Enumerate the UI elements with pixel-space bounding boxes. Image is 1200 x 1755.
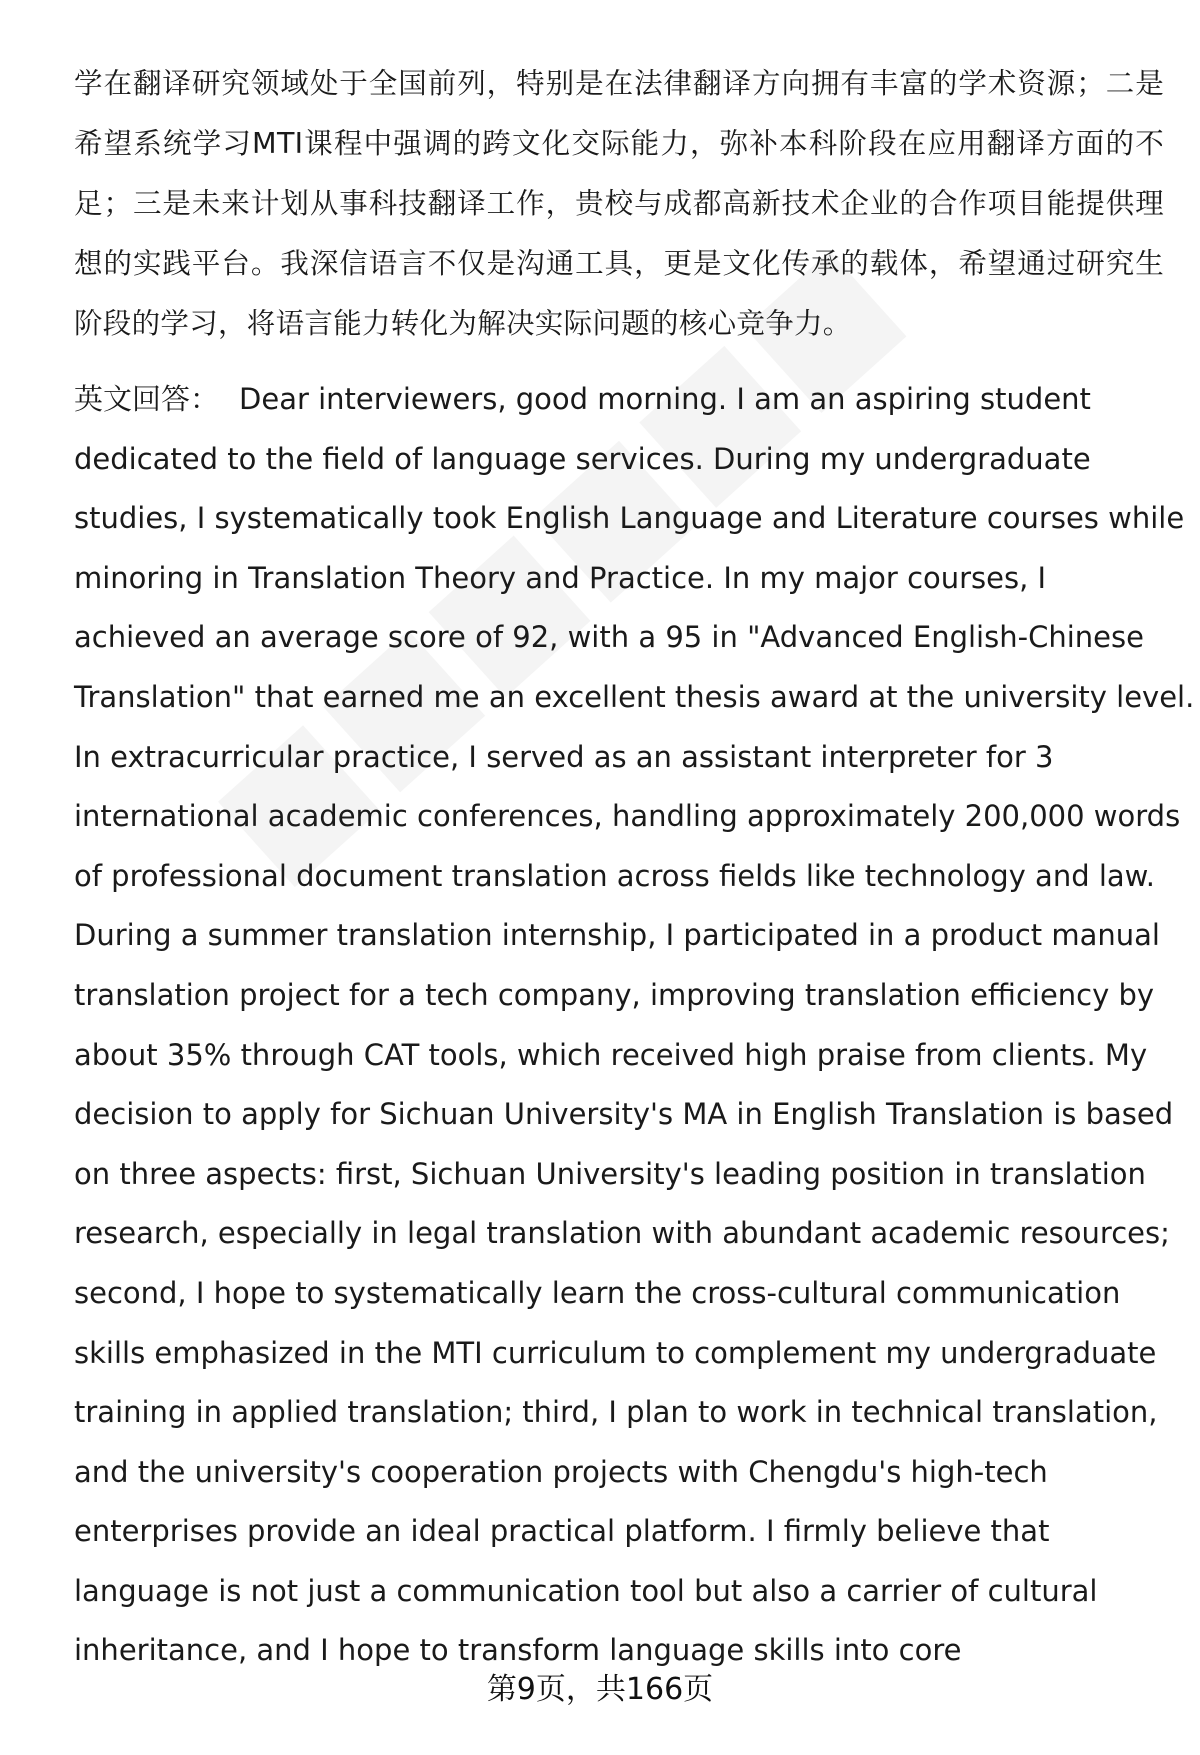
page-footer: 第9页，共166页 — [486, 1672, 714, 1707]
english-line: of professional document translation across fields like technology and law. — [74, 858, 1155, 893]
english-line: dedicated to the field of language services. During my undergraduate — [74, 441, 1091, 476]
english-line: Translation" that earned me an excellent thesis award at the university level. — [74, 679, 1195, 714]
english-line: translation project for a tech company, improving translation efficiency by — [74, 977, 1155, 1012]
english-line-1 — [74, 370, 1164, 430]
english-line: international academic conferences, handling approximately 200,000 words — [74, 799, 1181, 834]
english-line: In extracurricular practice, I served as an assistant interpreter for 3 — [74, 739, 1054, 774]
english-line: inheritance, and I hope to transform language skills into core — [74, 1633, 962, 1668]
english-line: achieved an average score of 92, with a 95 in "Advanced English-Chinese — [74, 620, 1144, 655]
english-line: research, especially in legal translation with abundant academic resources; — [74, 1216, 1170, 1251]
english-line: skills emphasized in the MTI curriculum to complement my undergraduate — [74, 1335, 1157, 1370]
english-line: about 35% through CAT tools, which received high praise from clients. My — [74, 1037, 1148, 1072]
english-answer-paragraph — [74, 370, 1195, 1681]
english-line: studies, I systematically took English Language and Literature courses while — [74, 501, 1185, 536]
english-answer-label: 英文回答： — [74, 382, 220, 416]
english-line: During a summer translation internship, I participated in a product manual — [74, 918, 1160, 953]
english-line: language is not just a communication tool but also a carrier of cultural — [74, 1573, 1098, 1608]
english-line-text: Dear interviewers, good morning. I am an aspiring student — [239, 382, 1091, 416]
english-line: enterprises provide an ideal practical platform. I firmly believe that — [74, 1514, 1050, 1549]
english-line: training in applied translation; third, I plan to work in technical translation, — [74, 1395, 1158, 1430]
english-line: second, I hope to systematically learn the cross-cultural communication — [74, 1275, 1121, 1310]
english-line: and the university's cooperation projects with Chengdu's high-tech — [74, 1454, 1048, 1489]
english-line: minoring in Translation Theory and Practice. In my major courses, I — [74, 560, 1047, 595]
english-line: on three aspects: first, Sichuan University's leading position in translation — [74, 1156, 1146, 1191]
chinese-paragraph: 学在翻译研究领域处于全国前列，特别是在法律翻译方向拥有丰富的学术资源；二是希望系统学习MTI课程中强调的跨文化交际能力，弥补本科阶段在应用翻译方面的不足；三是未来计划从事科技翻译工作，贵校与成都高新技术企业的合作项目能提供理想的实践平台。我深信语言不仅是沟通工具，更是文化传承的载体，希望通过研究生阶段的学习，将语言能力转化为解决实际问题的核心竞争力。 — [74, 67, 1164, 340]
document-page — [74, 54, 1195, 1681]
english-line: decision to apply for Sichuan University's MA in English Translation is based — [74, 1097, 1174, 1132]
